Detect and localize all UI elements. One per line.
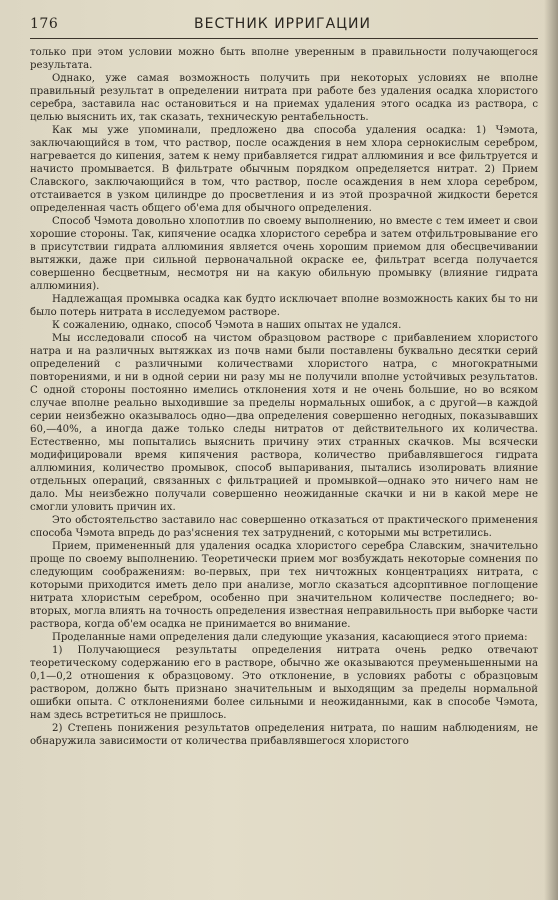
header-rule: [30, 38, 538, 39]
paragraph: Это обстоятельство заставило нас совершенно отказаться от практического применения способа Чэмота впредь до раз'яснения тех затруднений, с которыми мы встретились.: [30, 515, 538, 539]
paragraph: К сожалению, однако, способ Чэмота в наших опытах не удался.: [52, 320, 402, 331]
paragraph: 1) Получающиеся результаты определения нитрата очень редко отвечают теоретическому содержанию его в растворе, обычно же оказываются преуменьшенными на 0,1—0,2 отношения к образцовому. Это отклонение, в условиях работы с образцовым раствором, должно быть признано значительным и выходящим за пределы нормальной ошибки опыта. С отклонениями более сильными и неожиданными, как в способе Чэмота, нам здесь встретиться не пришлось.: [30, 645, 538, 721]
paragraph: Как мы уже упоминали, предложено два способа удаления осадка: 1) Чэмота, заключающийся в том, что раствор, после осаждения в нем хлора сернокислым серебром, нагревается до кипения, затем к нему прибавляется гидрат аллюминия и все фильтруется и начисто промывается. В фильтрате обычным порядком определяется нитрат. 2) Прием Славского, заключающийся в том, что раствор, после осаждения в нем хлора серебром, отстаивается в узком цилиндре до просветления и из этой прозрачной жидкости берется определенная часть общего об'ема для обычного определения.: [30, 125, 538, 214]
paragraph: 2) Степень понижения результатов определения нитрата, по нашим наблюдениям, не обнаружила зависимости от количества прибавлявшегося хлористого: [30, 723, 538, 747]
running-title: ВЕСТНИК ИРРИГАЦИИ: [194, 16, 371, 32]
paragraph: Надлежащая промывка осадка как будто исключает вполне возможность каких бы то ни было потерь нитрата в исследуемом растворе.: [30, 294, 538, 318]
paragraph: Проделанные нами определения дали следующие указания, касающиеся этого приема:: [52, 632, 528, 643]
paragraph: только при этом условии можно быть вполне уверенным в правильности получающегося результата.: [30, 47, 538, 71]
paragraph: Способ Чэмота довольно хлопотлив по своему выполнению, но вместе с тем имеет и свои хорошие стороны. Так, кипячение осадка хлористого серебра и затем отфильтровывание его в присутствии гидрата аллюминия является очень хорошим приемом для обесцвечивании вытяжки, даже при сильной первоначальной окраске ее, фильтрат всегда получается совершенно бесцветным, несмотря ни на какую обильную промывку (влияние гидрата аллюминия).: [30, 216, 538, 292]
page-edge-shadow: [544, 0, 558, 900]
paragraph: Однако, уже самая возможность получить при некоторых условиях не вполне правильный результат в определении нитрата при работе без удаления осадка хлористого серебра, заставила нас остановиться и на приемах удаления этого осадка из раствора, с целью выяснить их, так сказать, техническую рентабельность.: [30, 73, 538, 123]
article-body: [30, 46, 538, 894]
paragraph: Мы исследовали способ на чистом образцовом растворе с прибавлением хлористого натра и на различных вытяжках из почв нами были поставлены буквально десятки серий определений с различными количествами хлористого натра, с многократными повторениями, и ни в одной серии ни разу мы не получили вполне устойчивых результатов. С одной стороны постоянно имелись отклонения хотя и не очень большие, но во всяком случае вполне реально выходившие за пределы нормальных ошибок, а с другой—в каждой серии неизбежно оказывалось одно—два определения совершенно негодных, показывавших 60,—40%, а иногда даже только следы нитратов от действительного их количества. Естественно, мы попытались выяснить причину этих странных скачков. Мы всячески модифицировали время кипячения раствора, количество прибавлявшегося гидрата аллюминия, количество промывок, способ выпаривания, пытались изолировать влияние отдельных операций, связанных с фильтрацией и промывкой—однако это ничего нам не дало. Мы неизбежно получали совершенно неожиданные скачки и ни в какой мере не смогли уловить причин их.: [30, 333, 538, 513]
page-header: [30, 14, 535, 36]
page-number: 176: [30, 16, 59, 32]
paragraph: Прием, примененный для удаления осадка хлористого серебра Славским, значительно проще по своему выполнению. Теоретически прием мог возбуждать некоторые сомнения по следующим соображениям: во-первых, при тех ничтожных концентрациях нитрата, с которыми приходится иметь дело при анализе, могло сказаться адсорптивное поглощение нитрата хлористым серебром, особенно при значительном количестве последнего; во-вторых, могла влиять на точность определения известная неправильность при выборке части раствора, когда об'ем осадка не принимается во внимание.: [30, 541, 538, 630]
